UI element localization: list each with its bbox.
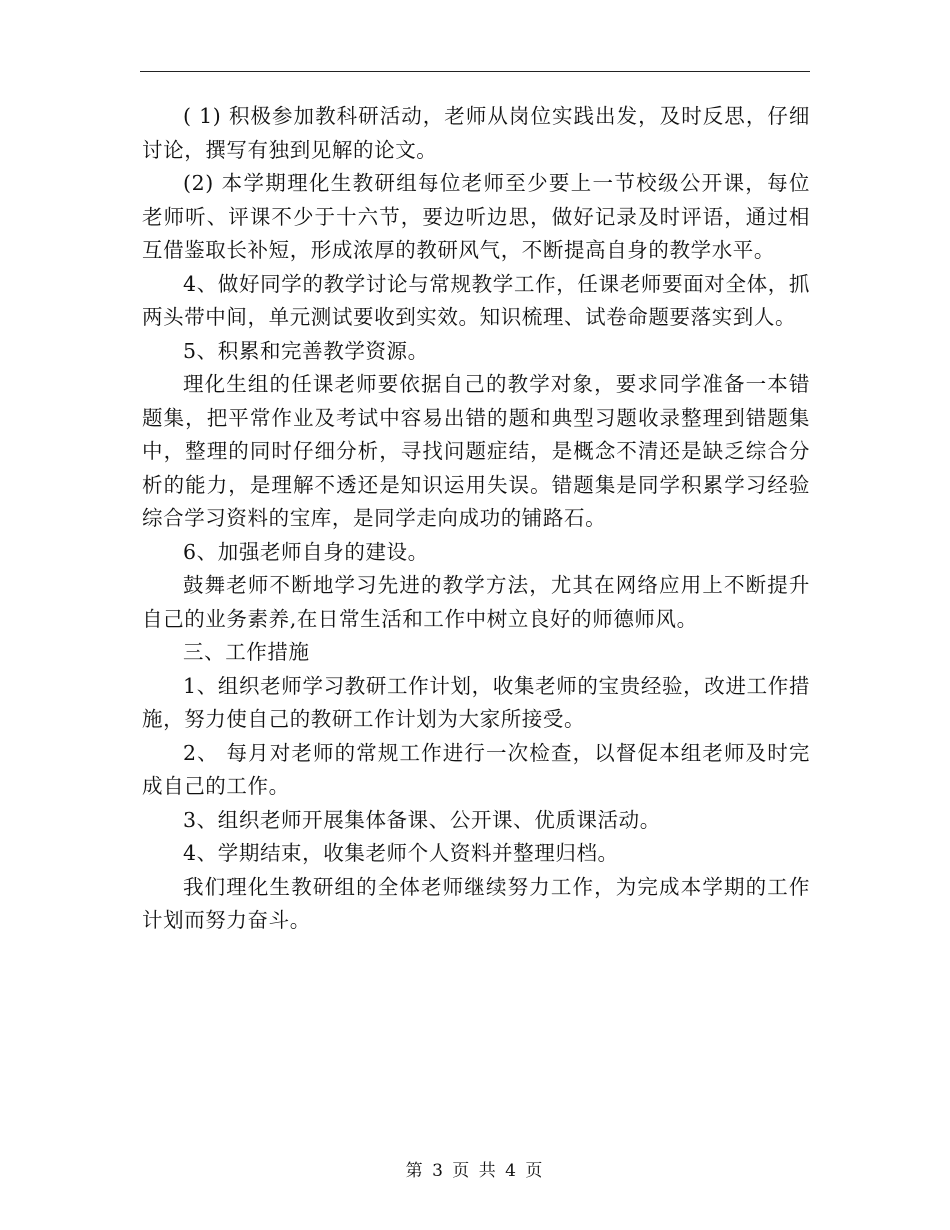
paragraph-10: 2、 每月对老师的常规工作进行一次检查，以督促本组老师及时完成自己的工作。: [142, 740, 810, 798]
section-heading-measures: 三、工作措施: [183, 640, 310, 664]
header-rule: [140, 71, 810, 72]
paragraph-9: 1、组织老师学习教研工作计划，收集老师的宝贵经验，改进工作措施，努力使自己的教研工作计划为大家所接受。: [142, 673, 810, 731]
paragraph-11: 3、组织老师开展集体备课、公开课、优质课活动。: [183, 807, 661, 832]
paragraph-3: 4、做好同学的教学讨论与常规教学工作，任课老师要面对全体，抓两头带中间，单元测试要收到实效。知识梳理、试卷命题要落实到人。: [142, 271, 810, 329]
paragraph-13: 我们理化生教研组的全体老师继续努力工作，为完成本学期的工作计划而努力奋斗。: [142, 874, 810, 932]
document-body: [142, 100, 810, 938]
paragraph-1: ( 1) 积极参加教科研活动，老师从岗位实践出发，及时反思，仔细讨论，撰写有独到见解的论文。: [142, 104, 810, 162]
paragraph-5: 理化生组的任课老师要依据自己的教学对象，要求同学准备一本错题集，把平常作业及考试中容易出错的题和典型习题收录整理到错题集中，整理的同时仔细分析，寻找问题症结，是概念不清还是缺乏综合分析的能力，是理解不透还是知识运用失误。错题集是同学积累学习经验综合学习资料的宝库，是同学走向成功的铺路石。: [142, 372, 810, 530]
paragraph-6: 6、加强老师自身的建设。: [183, 539, 429, 564]
page-number-footer: 第 3 页 共 4 页: [405, 1161, 545, 1181]
paragraph-12: 4、学期结束，收集老师个人资料并整理归档。: [183, 841, 619, 865]
paragraph-4: 5、积累和完善教学资源。: [183, 338, 429, 363]
paragraph-7: 鼓舞老师不断地学习先进的教学方法，尤其在网络应用上不断提升自己的业务素养,在日常生活和工作中树立良好的师德师风。: [142, 573, 810, 631]
paragraph-2: (2) 本学期理化生教研组每位老师至少要上一节校级公开课，每位老师听、评课不少于十六节，要边听边思，做好记录及时评语，通过相互借鉴取长补短，形成浓厚的教研风气，不断提高自身的教学水平。: [142, 171, 810, 262]
